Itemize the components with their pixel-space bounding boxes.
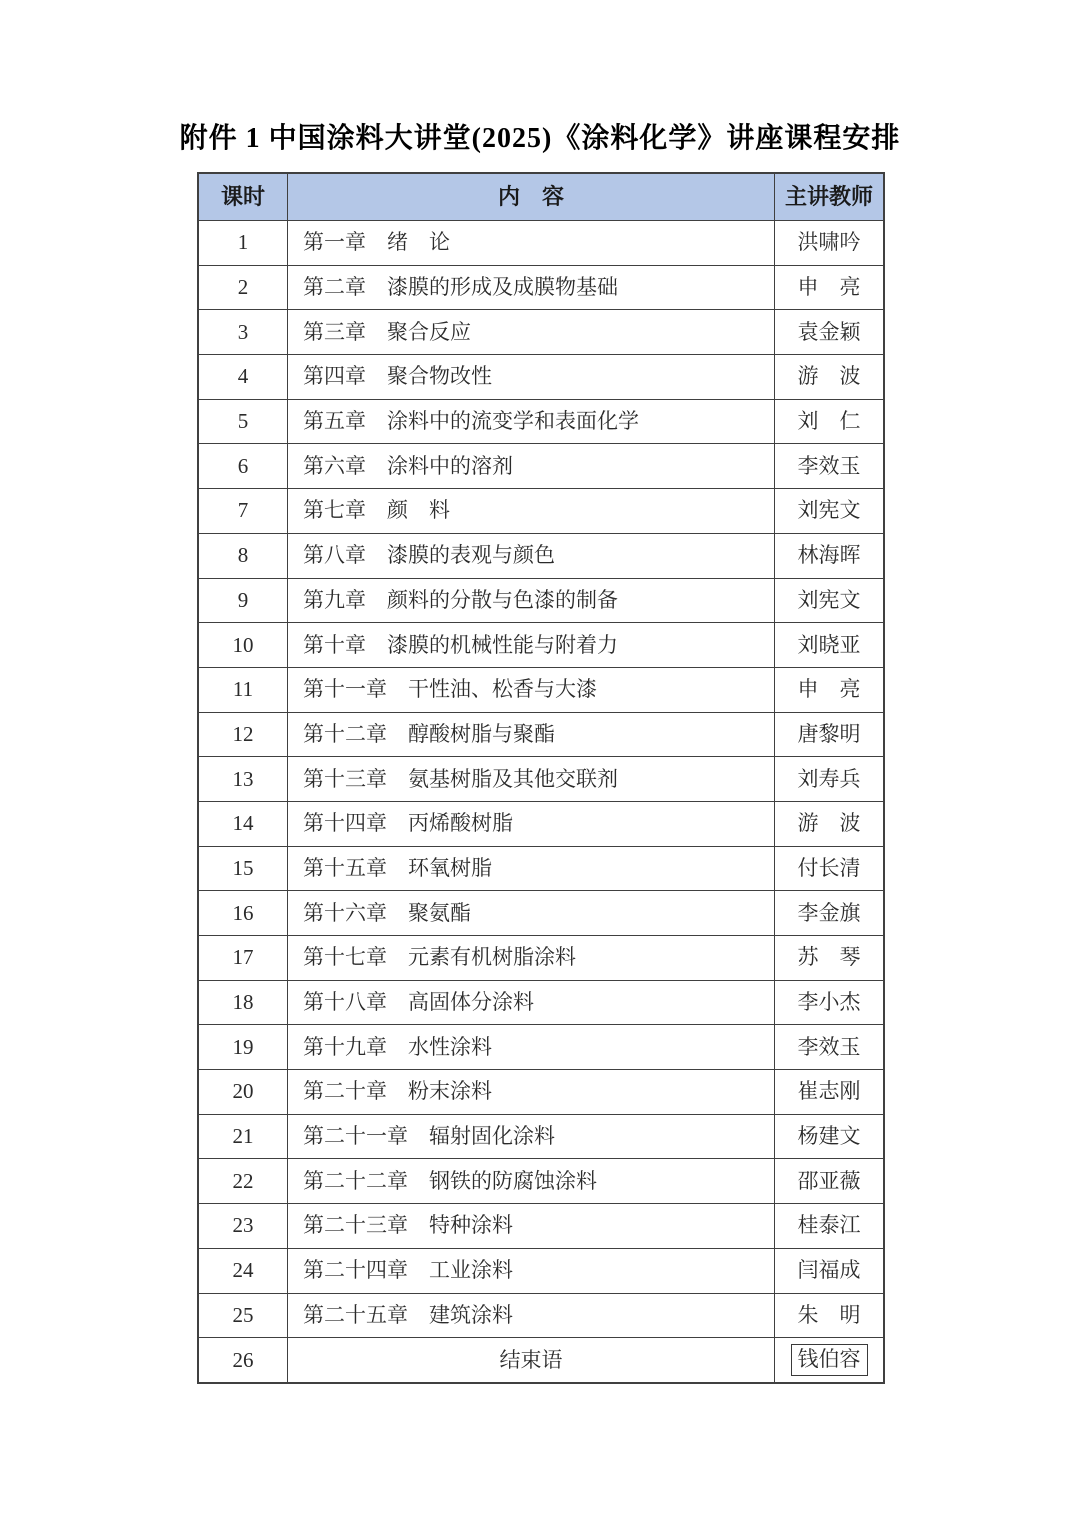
row-period-number: 19 (232, 1034, 254, 1059)
row-teacher-cell (774, 400, 883, 444)
teacher-name: 袁金颖 (797, 319, 861, 344)
row-content: 第十三章 氨基树脂及其他交联剂 (287, 757, 774, 801)
row-content: 第十五章 环氧树脂 (287, 847, 774, 891)
table-row (199, 1203, 883, 1248)
row-period-number: 18 (232, 990, 254, 1015)
row-teacher-cell (774, 444, 883, 488)
row-content: 第十七章 元素有机树脂涂料 (287, 936, 774, 980)
row-teacher-cell (774, 802, 883, 846)
row-content: 第十四章 丙烯酸树脂 (287, 802, 774, 846)
row-period-number: 13 (232, 766, 254, 791)
row-content: 第二十一章 辐射固化涂料 (287, 1115, 774, 1159)
row-period-number: 4 (237, 364, 249, 389)
row-teacher-cell (774, 1115, 883, 1159)
table-row (199, 443, 883, 488)
header-cell-period: 课时 (220, 184, 265, 209)
row-content: 第七章 颜 料 (287, 489, 774, 533)
header-cell-content: 内 容 (287, 174, 774, 220)
row-content: 第一章 绪 论 (287, 221, 774, 265)
row-teacher-cell (774, 847, 883, 891)
table-row (199, 1248, 883, 1293)
table-row (199, 846, 883, 891)
row-content: 第十二章 醇酸树脂与聚酯 (287, 713, 774, 757)
table-row (199, 935, 883, 980)
table-row (199, 1158, 883, 1203)
table-row (199, 801, 883, 846)
teacher-name: 申 亮 (797, 677, 861, 702)
row-period-number: 3 (237, 319, 249, 344)
teacher-name: 李效玉 (797, 453, 861, 478)
row-content: 第二十五章 建筑涂料 (287, 1294, 774, 1338)
row-teacher-cell (774, 1338, 883, 1382)
teacher-name: 李金旗 (797, 900, 861, 925)
row-teacher-cell (774, 713, 883, 757)
table-row (199, 309, 883, 354)
row-content: 第十章 漆膜的机械性能与附着力 (287, 623, 774, 667)
row-teacher-cell (774, 579, 883, 623)
row-period-number: 14 (232, 811, 254, 836)
row-content: 第十八章 高固体分涂料 (287, 981, 774, 1025)
row-content: 第二章 漆膜的形成及成膜物基础 (287, 266, 774, 310)
row-teacher-cell (774, 1159, 883, 1203)
teacher-name: 邵亚薇 (797, 1168, 861, 1193)
row-content: 第五章 涂料中的流变学和表面化学 (287, 400, 774, 444)
row-content: 第三章 聚合反应 (287, 310, 774, 354)
row-content: 第十六章 聚氨酯 (287, 891, 774, 935)
table-row (199, 756, 883, 801)
teacher-name: 游 波 (797, 364, 861, 389)
table-row (199, 220, 883, 265)
row-teacher-cell (774, 1294, 883, 1338)
row-period-number: 8 (237, 543, 249, 568)
row-content: 第二十三章 特种涂料 (287, 1204, 774, 1248)
table-row (199, 533, 883, 578)
table-row (199, 1293, 883, 1338)
row-period-number: 5 (237, 409, 249, 434)
row-period-number: 10 (232, 632, 254, 657)
table-row (199, 1114, 883, 1159)
table-row (199, 1337, 883, 1382)
teacher-name: 唐黎明 (797, 721, 861, 746)
row-period-number: 1 (237, 230, 249, 255)
row-content: 第二十二章 钢铁的防腐蚀涂料 (287, 1159, 774, 1203)
row-content: 第二十章 粉末涂料 (287, 1070, 774, 1114)
teacher-name: 刘宪文 (797, 587, 861, 612)
row-teacher-cell (774, 355, 883, 399)
row-content: 第十一章 干性油、松香与大漆 (287, 668, 774, 712)
row-teacher-cell (774, 891, 883, 935)
teacher-name: 游 波 (797, 811, 861, 836)
table-row (199, 1069, 883, 1114)
row-content: 第四章 聚合物改性 (287, 355, 774, 399)
teacher-name: 洪啸吟 (797, 230, 861, 255)
table-header-row (199, 174, 883, 220)
table-row (199, 578, 883, 623)
teacher-name: 林海晖 (797, 543, 861, 568)
teacher-name: 朱 明 (797, 1302, 861, 1327)
course-table (197, 172, 885, 1384)
teacher-name: 刘寿兵 (797, 766, 861, 791)
table-row (199, 354, 883, 399)
row-content: 结束语 (287, 1338, 774, 1382)
row-teacher-cell (774, 668, 883, 712)
page-title: 附件 1 中国涂料大讲堂(2025)《涂料化学》讲座课程安排 (179, 123, 901, 154)
row-content: 第二十四章 工业涂料 (287, 1249, 774, 1293)
row-teacher-cell (774, 1070, 883, 1114)
teacher-name: 刘宪文 (797, 498, 861, 523)
row-period-number: 17 (232, 945, 254, 970)
row-teacher-cell (774, 757, 883, 801)
row-teacher-cell (774, 623, 883, 667)
row-period-number: 23 (232, 1213, 254, 1238)
table-row (199, 265, 883, 310)
teacher-name: 申 亮 (797, 275, 861, 300)
row-teacher-cell (774, 266, 883, 310)
row-content: 第十九章 水性涂料 (287, 1025, 774, 1069)
row-teacher-cell (774, 1249, 883, 1293)
row-period-number: 7 (237, 498, 249, 523)
row-period-number: 9 (237, 587, 249, 612)
row-teacher-cell (774, 1025, 883, 1069)
table-row (199, 667, 883, 712)
row-teacher-cell (774, 534, 883, 578)
table-row (199, 1024, 883, 1069)
teacher-name: 闫福成 (797, 1258, 861, 1283)
row-teacher-cell (774, 1204, 883, 1248)
row-period-number: 26 (232, 1347, 254, 1372)
row-teacher-cell (774, 221, 883, 265)
teacher-name: 李小杰 (797, 990, 861, 1015)
teacher-name: 付长清 (797, 855, 861, 880)
row-content: 第六章 涂料中的溶剂 (287, 444, 774, 488)
row-teacher-cell (774, 936, 883, 980)
row-period-number: 2 (237, 275, 249, 300)
row-teacher-cell (774, 310, 883, 354)
row-content: 第九章 颜料的分散与色漆的制备 (287, 579, 774, 623)
table-row (199, 980, 883, 1025)
teacher-name: 刘 仁 (797, 409, 861, 434)
row-period-number: 11 (232, 677, 254, 702)
table-row (199, 890, 883, 935)
teacher-name: 刘晓亚 (797, 632, 861, 657)
row-period-number: 20 (232, 1079, 254, 1104)
table-row (199, 712, 883, 757)
teacher-name: 李效玉 (797, 1034, 861, 1059)
header-cell-teacher: 主讲教师 (774, 174, 883, 220)
teacher-name: 崔志刚 (797, 1079, 861, 1104)
teacher-name: 钱伯容 (791, 1344, 868, 1376)
row-teacher-cell (774, 489, 883, 533)
row-period-number: 22 (232, 1168, 254, 1193)
teacher-name: 杨建文 (797, 1124, 861, 1149)
row-period-number: 6 (237, 453, 249, 478)
row-teacher-cell (774, 981, 883, 1025)
row-period-number: 12 (232, 721, 254, 746)
row-period-number: 21 (232, 1124, 254, 1149)
row-period-number: 15 (232, 855, 254, 880)
row-period-number: 25 (232, 1302, 254, 1327)
table-row (199, 622, 883, 667)
row-content: 第八章 漆膜的表观与颜色 (287, 534, 774, 578)
row-period-number: 16 (232, 900, 254, 925)
teacher-name: 桂泰江 (797, 1213, 861, 1238)
table-row (199, 399, 883, 444)
table-row (199, 488, 883, 533)
row-period-number: 24 (232, 1258, 254, 1283)
teacher-name: 苏 琴 (797, 945, 861, 970)
